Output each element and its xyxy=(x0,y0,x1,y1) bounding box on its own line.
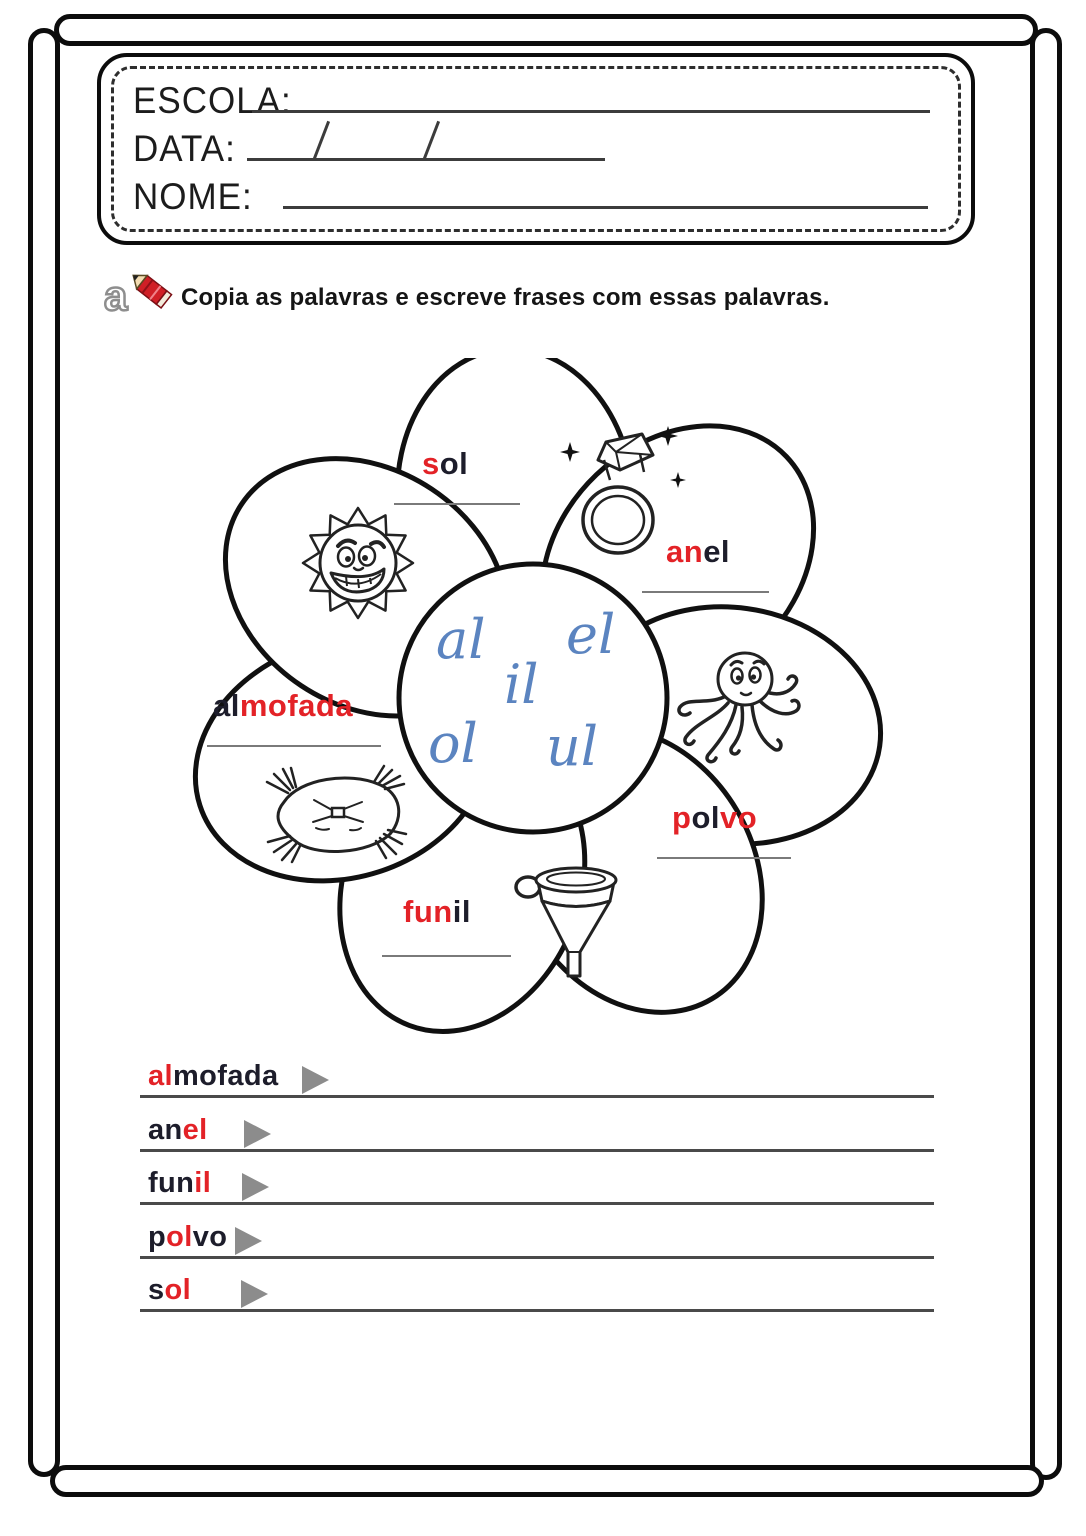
sentence-write-line[interactable] xyxy=(285,1201,934,1202)
funil-write-line[interactable] xyxy=(382,955,511,957)
instruction-text: Copia as palavras e escreve frases com essas palavras. xyxy=(181,284,830,311)
list-word-polvo: polvo xyxy=(148,1221,228,1253)
name-write-line[interactable] xyxy=(283,206,928,209)
list-word-anel: anel xyxy=(148,1114,208,1146)
list-word-funil: funil xyxy=(148,1167,212,1199)
syllable-ul: ul xyxy=(546,715,599,778)
arrow-icon xyxy=(302,1066,329,1094)
page-border-top xyxy=(54,14,1038,46)
word-list-row xyxy=(140,1162,934,1205)
octopus-illustration xyxy=(668,645,818,785)
page-border-left xyxy=(28,28,60,1477)
petal-word-funil: funil xyxy=(403,894,471,929)
petal-word-polvo: polvo xyxy=(672,800,758,835)
sun-illustration xyxy=(283,503,433,623)
school-label: ESCOLA: xyxy=(133,80,292,122)
funnel-illustration xyxy=(510,860,635,995)
arrow-icon xyxy=(235,1227,262,1255)
sentence-write-line[interactable] xyxy=(285,1308,934,1309)
polvo-write-line[interactable] xyxy=(657,857,791,859)
word-list-row xyxy=(140,1109,934,1152)
sentence-write-line[interactable] xyxy=(285,1148,934,1149)
letter-a-icon: a xyxy=(104,272,128,319)
pencil-icon xyxy=(126,268,178,316)
date-label: DATA: xyxy=(133,128,236,170)
anel-write-line[interactable] xyxy=(642,591,769,593)
page-border-right xyxy=(1030,28,1062,1480)
petal-word-anel: anel xyxy=(666,534,731,569)
arrow-icon xyxy=(242,1173,269,1201)
almofada-write-line[interactable] xyxy=(207,745,381,747)
word-list-row xyxy=(140,1269,934,1312)
petal-word-sol: sol xyxy=(422,446,469,481)
syllable-al: al xyxy=(436,608,486,671)
sentence-write-line[interactable] xyxy=(340,1094,934,1095)
word-list-row xyxy=(140,1055,934,1098)
petal-word-almofada: almofada xyxy=(213,688,354,723)
school-write-line[interactable] xyxy=(252,110,930,113)
syllable-ol: ol xyxy=(428,712,478,775)
syllable-il: il xyxy=(504,653,539,716)
list-word-almofada: almofada xyxy=(148,1060,279,1092)
pillow-illustration xyxy=(252,762,422,867)
list-word-sol: sol xyxy=(148,1274,192,1306)
arrow-icon xyxy=(244,1120,271,1148)
name-label: NOME: xyxy=(133,176,253,218)
sol-write-line[interactable] xyxy=(394,503,520,505)
sentence-write-line[interactable] xyxy=(280,1255,934,1256)
word-list-row xyxy=(140,1216,934,1259)
page-border-bottom xyxy=(50,1465,1044,1497)
syllable-el: el xyxy=(566,603,616,666)
arrow-icon xyxy=(241,1280,268,1308)
